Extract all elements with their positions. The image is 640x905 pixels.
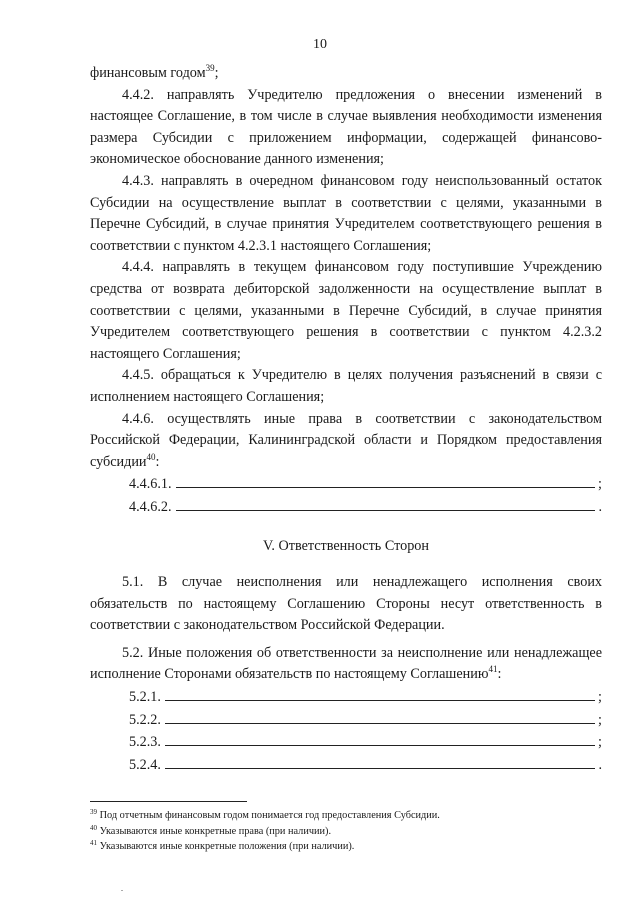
paragraph-4-4-1-end: финансовым годом$^{39}$; — [90, 63, 219, 81]
fill-line-4-4-6-1: 4.4.6.1. ; — [90, 473, 602, 496]
paragraph-4-4-6: 4.4.6. осуществлять иные права в соответствии с законодательством Российской Федерации, Калининградской области и Порядком предоставления субсидии$^{40}$: — [90, 410, 602, 470]
blank-field[interactable] — [165, 754, 596, 769]
section-title: V. Ответственность Сторон — [263, 538, 429, 555]
footnotes — [90, 808, 602, 855]
fill-line-4-4-6-2: 4.4.6.2. . — [90, 496, 602, 519]
paragraph-4-4-3: 4.4.3. направлять в очередном финансовом году неиспользованный остаток Субсидии на осуществление выплат в соответствии с целями, указанными в Перечне Субсидий, в случае принятия Учредителем соответствующего решения в соответствии с пунктом 4.2.3.1 настоящего Соглашения; — [90, 172, 602, 254]
paragraph-4-4-4: 4.4.4. направлять в текущем финансовом году поступившие Учреждению средства от возврата дебиторской задолженности на осуществление выплат в соответствии с целями, указанными в Перечне Субсидий, в случае принятия Учредителем соответствующего решения в соответствии с пунктом 4.2.3.2 настоящего Соглашения; — [90, 259, 602, 362]
fill-line-5-2-1: 5.2.1. ; — [90, 686, 602, 709]
paragraph-4-4-2: 4.4.2. направлять Учредителю предложения о внесении изменений в настоящее Соглашение, в том числе в случае выявления необходимости изменения размера Субсидии с приложением информации, содержащей финансово-экономическое обоснование данного изменения; — [90, 86, 602, 168]
fill-line-5-2-2: 5.2.2. ; — [90, 709, 602, 732]
blank-field[interactable] — [176, 496, 596, 511]
footnote-40: $^{40}$ Указываются иные конкретные права (при наличии). — [90, 823, 332, 837]
footnote-ref-41[interactable]: 41 — [488, 664, 498, 675]
paragraph-4-4-5: 4.4.5. обращаться к Учредителю в целях получения разъяснений в связи с исполнением настоящего Соглашения; — [90, 367, 602, 405]
footnote-41: $^{41}$ Указываются иные конкретные положения (при наличии). — [90, 839, 355, 852]
blank-field[interactable] — [165, 731, 595, 746]
footnote-39: $^{39}$ Под отчетным финансовым годом понимается год предоставления Субсидии. — [90, 808, 440, 821]
paragraph-5-2: 5.2. Иные положения об ответственности за неисполнение или ненадлежащее исполнение Сторонами обязательств по настоящему Соглашению$^{41}$: — [90, 644, 602, 683]
bottom-mark: . — [121, 884, 123, 893]
fill-line-5-2-4: 5.2.4. . — [90, 754, 602, 777]
footnote-divider — [90, 801, 247, 802]
footnote-ref-39[interactable]: 39 — [205, 63, 215, 73]
blank-field[interactable] — [165, 709, 595, 724]
footnote-ref-40[interactable]: 40 — [146, 451, 156, 462]
document-body — [90, 63, 602, 776]
page-number: 10 — [313, 37, 327, 52]
fill-line-5-2-3: 5.2.3. ; — [90, 731, 602, 754]
paragraph-5-1: 5.1. В случае неисполнения или ненадлежащего исполнения своих обязательств по настоящему Соглашению Стороны несут ответственность в соответствии с законодательством Российской Федерации. — [90, 574, 602, 634]
blank-field[interactable] — [165, 686, 595, 701]
blank-field[interactable] — [176, 473, 595, 488]
